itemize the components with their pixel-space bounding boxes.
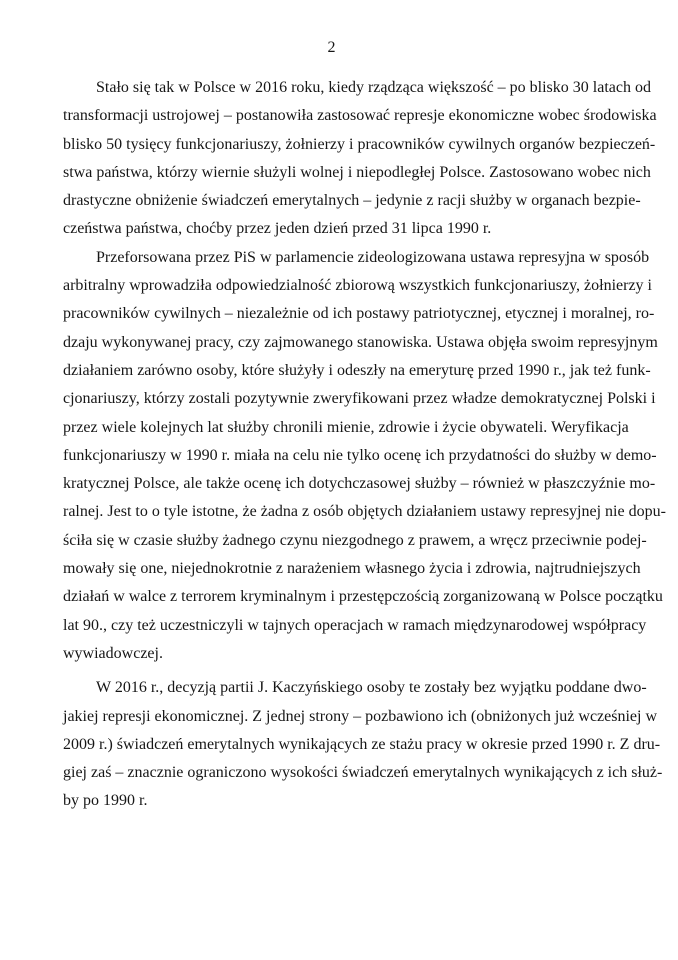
- document-body: [63, 74, 666, 816]
- text-line: drastyczne obniżenie świadczeń emerytalnych – jedynie z racji służby w organach bezpie-: [63, 192, 641, 210]
- text-line: działaniem zarówno osoby, które służyły i odeszły na emeryturę przed 1990 r., jak też funk-: [63, 361, 651, 379]
- text-line: lat 90., czy też uczestniczyli w tajnych operacjach w ramach międzynarodowej współpracy: [63, 616, 647, 634]
- text-line: pracowników cywilnych – niezależnie od ich postawy patriotycznej, etycznej i moralnej, ro-: [63, 305, 655, 323]
- text-line: giej zaś – znacznie ograniczono wysokości świadczeń emerytalnych wynikających z ich służ-: [63, 764, 663, 782]
- text-line: arbitralny wprowadziła odpowiedzialność zbiorową wszystkich funkcjonariuszy, żołnierzy i: [63, 277, 652, 295]
- text-line: ralnej. Jest to o tyle istotne, że żadna z osób objętych działaniem ustawy represyjnej nie dopu-: [63, 503, 666, 521]
- text-line: transformacji ustrojowej – postanowiła zastosować represje ekonomiczne wobec środowiska: [63, 107, 657, 125]
- text-line: blisko 50 tysięcy funkcjonariuszy, żołnierzy i pracowników cywilnych organów bezpieczeń-: [63, 135, 656, 153]
- paragraph: [63, 244, 666, 668]
- text-line: dzaju wykonywanej pracy, czy zajmowanego stanowiska. Ustawa objęła swoim represyjnym: [63, 333, 658, 351]
- text-line: działań w walce z terrorem kryminalnym i przestępczością zorganizowaną w Polsce początku: [63, 588, 663, 606]
- paragraph: [63, 674, 663, 815]
- text-line: stwa państwa, którzy wiernie służyli wolnej i niepodległej Polsce. Zastosowano wobec nich: [63, 163, 651, 181]
- text-line: przez wiele kolejnych lat służby chronili mienie, zdrowie i życie obywateli. Weryfikacja: [63, 418, 629, 436]
- text-line: mowały się one, niejednokrotnie z narażeniem własnego życia i zdrowia, najtrudniejszych: [63, 560, 641, 578]
- text-line: Stało się tak w Polsce w 2016 roku, kiedy rządząca większość – po blisko 30 latach od: [96, 79, 651, 96]
- text-line: by po 1990 r.: [63, 792, 148, 810]
- text-line: cjonariuszy, którzy zostali pozytywnie zweryfikowani przez władze demokratycznej Polski i: [63, 390, 656, 408]
- text-line: Przeforsowana przez PiS w parlamencie zideologizowana ustawa represyjna w sposób: [96, 248, 650, 266]
- text-line: funkcjonariuszy w 1990 r. miała na celu nie tylko ocenę ich przydatności do służby w demo-: [63, 446, 657, 464]
- text-line: W 2016 r., decyzją partii J. Kaczyńskiego osoby te zostały bez wyjątku poddane dwo-: [96, 679, 647, 697]
- text-line: jakiej represji ekonomicznej. Z jednej strony – pozbawiono ich (obniżonych już wcześniej w: [63, 707, 658, 725]
- text-line: czeństwa państwa, choćby przez jeden dzień przed 31 lipca 1990 r.: [63, 220, 492, 238]
- paragraph: [63, 74, 657, 244]
- text-line: ściła się w czasie służby żadnego czynu niezgodnego z prawem, a wręcz przeciwnie podej-: [63, 531, 647, 549]
- text-line: kratycznej Polsce, ale także ocenę ich dotychczasowej służby – również w płaszczyźnie mo-: [63, 475, 656, 493]
- text-line: wywiadowczej.: [63, 644, 163, 662]
- page-number: 2: [327, 39, 336, 56]
- text-line: 2009 r.) świadczeń emerytalnych wynikających ze stażu pracy w okresie przed 1990 r. Z dru-: [63, 735, 661, 753]
